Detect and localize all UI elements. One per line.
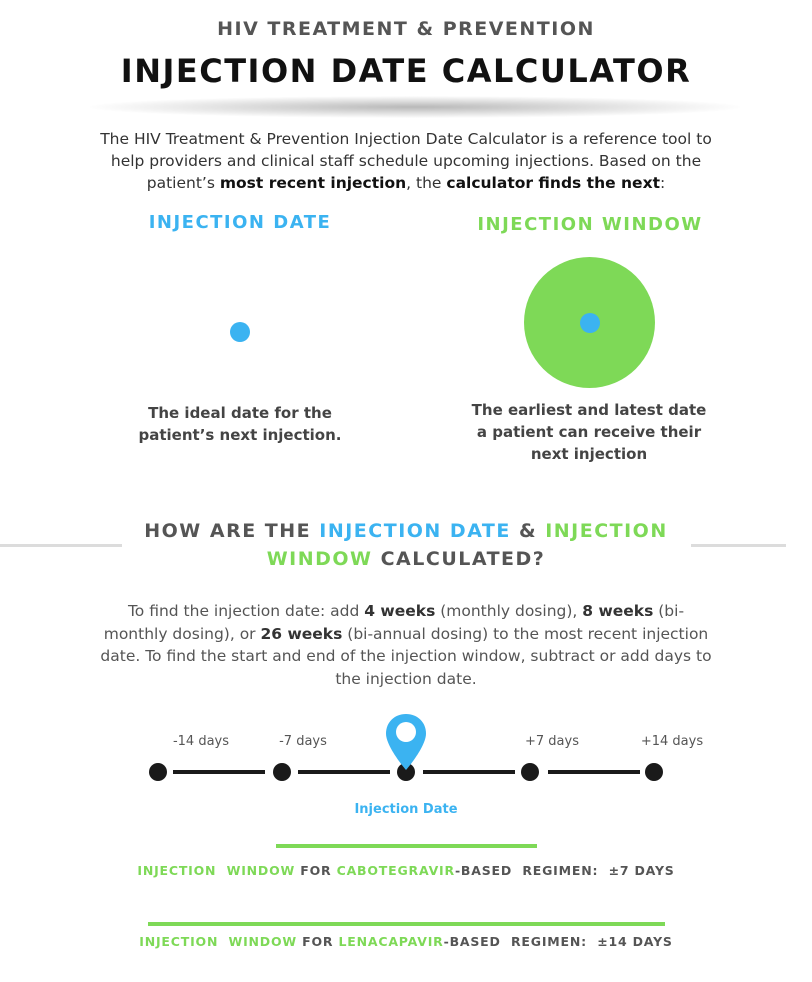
left-divider-line (0, 544, 122, 547)
lenacapavir-window-bar (148, 922, 665, 926)
timeline-dot-minus-7 (273, 763, 291, 781)
regimen-1-for: FOR (295, 863, 337, 878)
page-title: INJECTION DATE CALCULATOR (120, 52, 692, 90)
lenacapavir-regimen-line (0, 934, 812, 949)
regimen-2-window-label: INJECTION WINDOW (139, 934, 297, 949)
timeline-segment (548, 770, 640, 774)
explain-text-4: (bi-annual dosing) to the most recent injection date. To find the start and end of the injection window, subtract or add days to the injection date. (100, 624, 712, 688)
right-divider-line (691, 544, 786, 547)
timeline-label-plus-7: +7 days (525, 734, 579, 749)
explain-bold-1: 4 weeks (364, 602, 436, 620)
question-injection-window-a: INJECTION (545, 520, 668, 542)
intro-paragraph (100, 128, 712, 194)
intro-text-2: , the (406, 174, 447, 192)
explain-text-1: To find the injection date: add (127, 602, 365, 620)
question-line-2 (0, 548, 812, 570)
timeline-injection-date-label: Injection Date (354, 802, 458, 817)
question-post: CALCULATED? (372, 548, 546, 570)
injection-window-center-dot-icon (580, 313, 600, 333)
cabotegravir-window-bar (276, 844, 537, 848)
intro-text-3: : (659, 174, 666, 192)
regimen-1-drug: CABOTEGRAVIR (336, 863, 455, 878)
location-pin-icon (384, 712, 428, 772)
question-injection-date: INJECTION DATE (319, 520, 511, 542)
timeline-label-minus-14: -14 days (172, 734, 230, 749)
title-shadow-divider (90, 96, 740, 118)
question-pre: HOW ARE THE (144, 520, 320, 542)
timeline-dot-plus-7 (521, 763, 539, 781)
timeline-label-plus-14: +14 days (640, 734, 704, 749)
explain-bold-2: 8 weeks (582, 602, 654, 620)
timeline-segment (298, 770, 390, 774)
timeline-segment (173, 770, 265, 774)
regimen-2-for: FOR (297, 934, 339, 949)
regimen-1-detail: -BASED REGIMEN: ±7 DAYS (454, 863, 675, 878)
injection-window-caption: The earliest and latest date a patient can receive their next injection (471, 401, 707, 463)
explanation-paragraph (100, 600, 712, 690)
regimen-2-drug: LENACAPAVIR (338, 934, 444, 949)
eyebrow-title: HIV TREATMENT & PREVENTION (217, 18, 595, 40)
intro-text-1: The HIV Treatment & Prevention Injection Date Calculator is a reference tool to help providers and clinical staff schedule upcoming injections. Based on the patient’s (100, 130, 712, 192)
explain-bold-3: 26 weeks (260, 624, 343, 643)
cabotegravir-regimen-line (0, 863, 812, 878)
timeline-dot-plus-14 (645, 763, 663, 781)
injection-window-heading: INJECTION WINDOW (477, 214, 703, 235)
explain-text-3: (bi-monthly dosing), or (103, 602, 685, 643)
timeline-segment (423, 770, 515, 774)
timeline-label-minus-7: -7 days (279, 734, 327, 749)
timeline-dot-minus-14 (149, 763, 167, 781)
injection-date-dot-icon (230, 322, 250, 342)
regimen-1-window-label: INJECTION WINDOW (137, 863, 296, 878)
intro-bold-1: most recent injection (219, 174, 407, 192)
injection-date-caption: The ideal date for the patient’s next injection. (138, 404, 342, 444)
intro-bold-2: calculator finds the next (446, 174, 660, 192)
explain-text-2: (monthly dosing), (435, 602, 583, 620)
question-injection-window-b: WINDOW (266, 548, 373, 570)
injection-date-heading: INJECTION DATE (148, 212, 332, 233)
question-line-1 (0, 520, 812, 542)
regimen-2-detail: -BASED REGIMEN: ±14 DAYS (443, 934, 673, 949)
question-amp: & (510, 520, 546, 542)
